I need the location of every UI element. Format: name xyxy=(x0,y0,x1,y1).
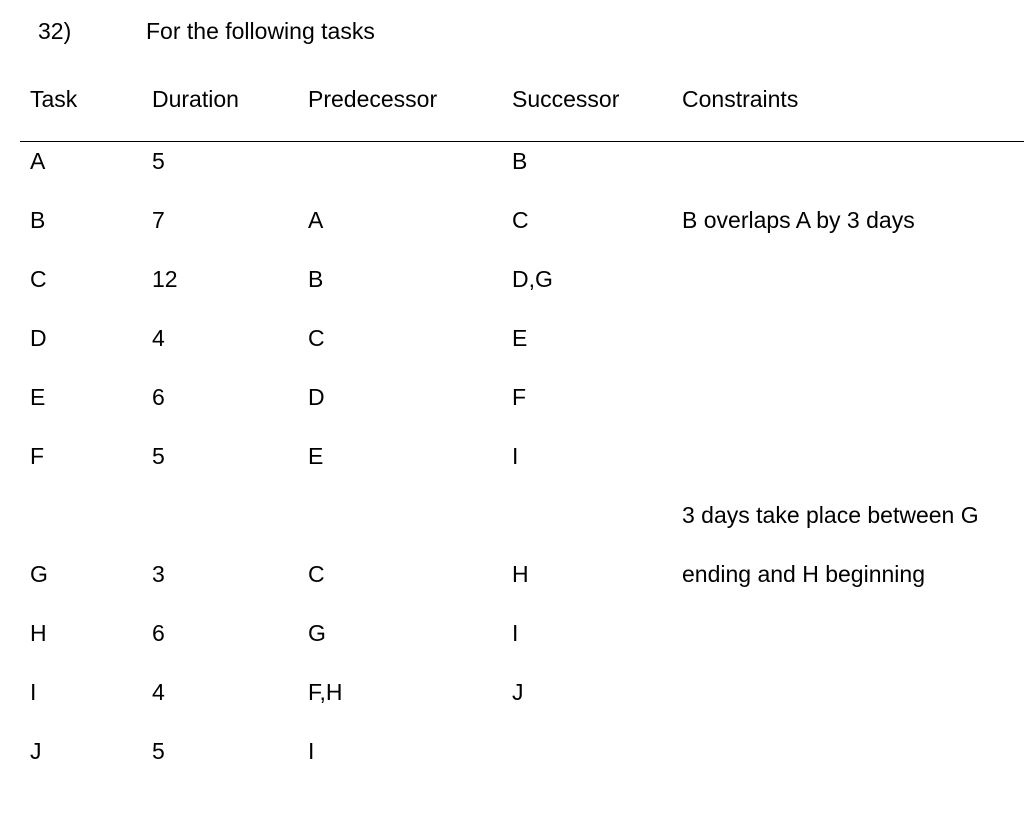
task-cell: F xyxy=(30,443,45,469)
header-predecessor: Predecessor xyxy=(308,86,438,112)
successor-cell: B xyxy=(512,148,528,174)
predecessor-cell: C xyxy=(308,325,325,351)
predecessor-cell: C xyxy=(308,561,325,587)
task-cell: H xyxy=(30,620,47,646)
constraint-cell: ending and H beginning xyxy=(682,561,925,587)
constraint-cell: B overlaps A by 3 days xyxy=(682,207,915,233)
duration-cell: 4 xyxy=(152,325,165,351)
successor-cell: J xyxy=(512,679,524,705)
predecessor-cell: I xyxy=(308,738,315,764)
predecessor-cell: G xyxy=(308,620,326,646)
task-cell: J xyxy=(30,738,42,764)
task-cell: A xyxy=(30,148,46,174)
predecessor-cell: D xyxy=(308,384,325,410)
successor-cell: I xyxy=(512,620,519,646)
predecessor-cell: A xyxy=(308,207,324,233)
constraint-cell: 3 days take place between G xyxy=(682,502,979,528)
question-text: For the following tasks xyxy=(146,18,375,44)
successor-cell: D,G xyxy=(512,266,553,292)
header-divider xyxy=(20,141,1024,142)
duration-cell: 4 xyxy=(152,679,165,705)
task-cell: E xyxy=(30,384,46,410)
successor-cell: I xyxy=(512,443,519,469)
task-cell: B xyxy=(30,207,46,233)
predecessor-cell: E xyxy=(308,443,324,469)
task-cell: C xyxy=(30,266,47,292)
table-row xyxy=(0,740,1024,770)
duration-cell: 7 xyxy=(152,207,165,233)
table-row xyxy=(0,386,1024,416)
successor-cell: C xyxy=(512,207,529,233)
duration-cell: 6 xyxy=(152,620,165,646)
duration-cell: 5 xyxy=(152,738,165,764)
successor-cell: E xyxy=(512,325,528,351)
duration-cell: 6 xyxy=(152,384,165,410)
duration-cell: 5 xyxy=(152,443,165,469)
duration-cell: 5 xyxy=(152,148,165,174)
table-row xyxy=(0,504,1024,534)
successor-cell: F xyxy=(512,384,527,410)
table-row xyxy=(0,150,1024,180)
table-row xyxy=(0,268,1024,298)
header-task: Task xyxy=(30,86,78,112)
predecessor-cell: F,H xyxy=(308,679,343,705)
task-cell: I xyxy=(30,679,37,705)
header-constraints: Constraints xyxy=(682,86,799,112)
table-row xyxy=(0,563,1024,593)
table-row xyxy=(0,445,1024,475)
table-row xyxy=(0,209,1024,239)
table-row xyxy=(0,681,1024,711)
header-successor: Successor xyxy=(512,86,620,112)
header-duration: Duration xyxy=(152,86,239,112)
table-row xyxy=(0,327,1024,357)
task-cell: D xyxy=(30,325,47,351)
question-number: 32) xyxy=(38,18,72,44)
duration-cell: 3 xyxy=(152,561,165,587)
task-cell: G xyxy=(30,561,48,587)
table-row xyxy=(0,622,1024,652)
predecessor-cell: B xyxy=(308,266,324,292)
duration-cell: 12 xyxy=(152,266,178,292)
successor-cell: H xyxy=(512,561,529,587)
